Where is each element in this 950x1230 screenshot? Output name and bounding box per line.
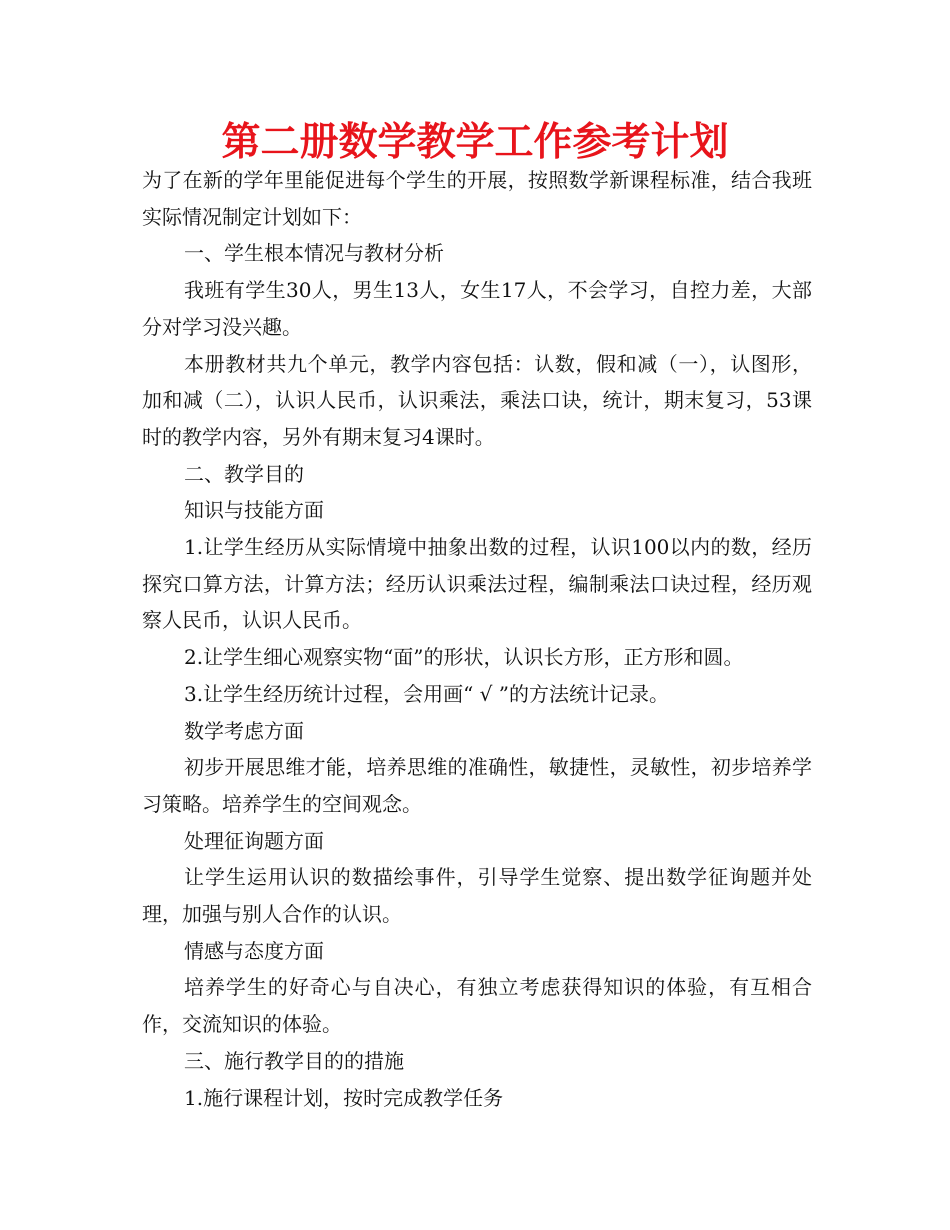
paragraph-textbook-content: 本册教材共九个单元，教学内容包括：认数，假和减（一），认图形，加和减（二），认识人民币，认识乘法，乘法口诀，统计，期末复习，53课时的教学内容，另外有期末复习4课时。	[142, 351, 812, 449]
paragraph-problem-solving: 让学生运用认识的数描绘事件，引导学生觉察、提出数学征询题并处理，加强与别人合作的认识。	[142, 865, 812, 927]
paragraph-math-thinking: 初步开展思维才能，培养思维的准确性，敏捷性，灵敏性，初步培养学习策略。培养学生的空间观念。	[142, 755, 812, 816]
section-heading-student-analysis: 一、学生根本情况与教材分析	[184, 241, 444, 266]
document-body	[142, 162, 812, 1116]
section-heading-teaching-goals: 二、教学目的	[184, 461, 304, 486]
paragraph-class-info: 我班有学生30人，男生13人，女生17人，不会学习，自控力差，大部分对学习没兴趣。	[142, 278, 812, 339]
subheading-math-thinking: 数学考虑方面	[184, 718, 304, 743]
list-item-goal-1: 1.让学生经历从实际情境中抽象出数的过程，认识100以内的数，经历探究口算方法，计算方法；经历认识乘法过程，编制乘法口诀过程，经历观察人民币，认识人民币。	[142, 535, 812, 633]
list-item-measure-1: 1.施行课程计划，按时完成教学任务	[184, 1085, 504, 1110]
document-title: 第二册数学教学工作参考计划	[221, 120, 729, 165]
section-heading-measures: 三、施行教学目的的措施	[184, 1048, 404, 1073]
subheading-knowledge-skills: 知识与技能方面	[184, 498, 324, 523]
paragraph-intro: 为了在新的学年里能促进每个学生的开展，按照数学新课程标准，结合我班实际情况制定计划如下：	[142, 168, 812, 229]
list-item-goal-3: 3.让学生经历统计过程，会用画“ √ ”的方法统计记录。	[184, 681, 669, 706]
subheading-problem-solving: 处理征询题方面	[184, 828, 324, 853]
list-item-goal-2: 2.让学生细心观察实物“面”的形状，认识长方形，正方形和圆。	[184, 645, 744, 670]
paragraph-emotion-attitude: 培养学生的好奇心与自决心，有独立考虑获得知识的体验，有互相合作，交流知识的体验。	[142, 975, 812, 1037]
subheading-emotion-attitude: 情感与态度方面	[184, 938, 324, 963]
